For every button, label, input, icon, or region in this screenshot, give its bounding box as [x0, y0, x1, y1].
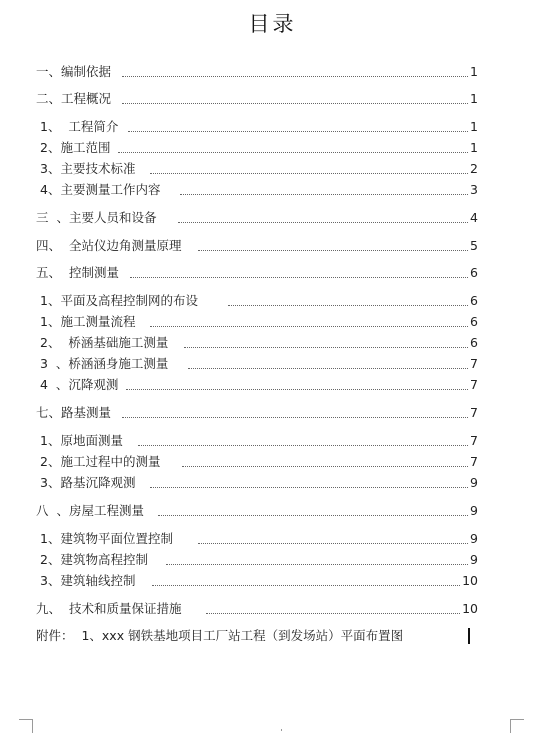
toc-dot-leader: [150, 326, 468, 327]
toc-page-number: 1: [470, 140, 478, 155]
toc-page-number: 7: [470, 433, 478, 448]
toc-entry[interactable]: [0, 62, 545, 82]
toc-entry[interactable]: [0, 452, 545, 472]
toc-entry-label: 五、 控制测量: [36, 263, 120, 283]
toc-dot-leader: [198, 543, 468, 544]
toc-entry-label: 1、原地面测量: [40, 431, 124, 451]
toc-entry-label: 3、主要技术标准: [40, 159, 136, 179]
toc-dot-leader: [130, 277, 468, 278]
page-corner-mark-right-vertical: [510, 719, 511, 733]
toc-page-number: 9: [470, 531, 478, 546]
toc-page-number: 9: [470, 475, 478, 490]
toc-entry-label: 1、建筑物平面位置控制: [40, 529, 174, 549]
toc-dot-leader: [122, 417, 468, 418]
toc-page-number: 7: [470, 377, 478, 392]
toc-entry[interactable]: [0, 354, 545, 374]
toc-entry[interactable]: [0, 263, 545, 283]
toc-entry-label: 1、 工程简介: [40, 117, 119, 137]
toc-entry-label: 2、 桥涵基础施工测量: [40, 333, 169, 353]
toc-page-number: 10: [462, 573, 478, 588]
toc-dot-leader: [118, 152, 468, 153]
toc-page-number: 7: [470, 405, 478, 420]
toc-entry[interactable]: [0, 236, 545, 256]
toc-entry-label: 七、路基测量: [36, 403, 112, 423]
toc-page-number: 9: [470, 552, 478, 567]
text-cursor: [468, 628, 470, 644]
toc-dot-leader: [126, 389, 468, 390]
toc-entry-label: 四、 全站仪边角测量原理: [36, 236, 182, 256]
toc-page-number: 7: [470, 454, 478, 469]
toc-page-number: 10: [462, 601, 478, 616]
toc-entry-label: 二、工程概况: [36, 89, 112, 109]
toc-page-number: 6: [470, 335, 478, 350]
toc-page-number: 4: [470, 210, 478, 225]
toc-page-number: 1: [470, 91, 478, 106]
page-corner-mark-right: [510, 719, 524, 734]
toc-page-number: 6: [470, 265, 478, 280]
toc-entry-label: 1、施工测量流程: [40, 312, 136, 332]
toc-page-number: 3: [470, 182, 478, 197]
toc-entry[interactable]: [0, 529, 545, 549]
toc-entry-label: 八 、房屋工程测量: [36, 501, 145, 521]
toc-entry-label: 4 、沉降观测: [40, 375, 119, 395]
toc-entry[interactable]: [0, 180, 545, 200]
page-center-tick: [281, 729, 282, 731]
toc-dot-leader: [158, 515, 468, 516]
toc-entry-label: 一、编制依据: [36, 62, 112, 82]
toc-entry-label: 1、平面及高程控制网的布设: [40, 291, 199, 311]
page-corner-mark-left: [19, 719, 33, 734]
toc-dot-leader: [122, 103, 468, 104]
toc-page-number: 1: [470, 64, 478, 79]
toc-dot-leader: [150, 173, 468, 174]
toc-entry-label: 2、施工过程中的测量: [40, 452, 161, 472]
toc-entry[interactable]: [0, 117, 545, 137]
toc-entry-label: 3、建筑轴线控制: [40, 571, 136, 591]
toc-page-number: 6: [470, 293, 478, 308]
toc-entry[interactable]: [0, 550, 545, 570]
toc-entry-label: 3 、桥涵涵身施工测量: [40, 354, 169, 374]
toc-entry-label: 3、路基沉降观测: [40, 473, 136, 493]
toc-entry[interactable]: [0, 208, 545, 228]
toc-page-number: 1: [470, 119, 478, 134]
toc-dot-leader: [152, 585, 460, 586]
toc-entry[interactable]: [0, 473, 545, 493]
toc-entry[interactable]: [0, 431, 545, 451]
toc-page-number: 7: [470, 356, 478, 371]
document-title: 目录: [248, 12, 297, 36]
toc-entry[interactable]: [0, 501, 545, 521]
toc-page-number: 9: [470, 503, 478, 518]
toc-entry-label: 九、 技术和质量保证措施: [36, 599, 182, 619]
toc-dot-leader: [138, 445, 468, 446]
toc-entry[interactable]: [0, 599, 545, 619]
toc-dot-leader: [128, 131, 468, 132]
page-corner-mark-left-vertical: [32, 719, 33, 733]
toc-dot-leader: [166, 564, 468, 565]
toc-entry[interactable]: [0, 159, 545, 179]
toc-dot-leader: [184, 347, 468, 348]
toc-page-number: 6: [470, 314, 478, 329]
toc-dot-leader: [180, 194, 468, 195]
toc-dot-leader: [182, 466, 468, 467]
toc-dot-leader: [206, 613, 460, 614]
toc-entry[interactable]: [0, 403, 545, 423]
toc-entry[interactable]: [0, 312, 545, 332]
toc-page-number: 5: [470, 238, 478, 253]
toc-dot-leader: [188, 368, 468, 369]
toc-entry-label: 三 、主要人员和设备: [36, 208, 157, 228]
toc-entry[interactable]: [0, 333, 545, 353]
toc-entry-label: 2、施工范围: [40, 138, 111, 158]
toc-dot-leader: [228, 305, 468, 306]
toc-dot-leader: [122, 76, 468, 77]
toc-entry[interactable]: [0, 89, 545, 109]
toc-entry[interactable]: [0, 138, 545, 158]
toc-dot-leader: [150, 487, 468, 488]
toc-page-number: 2: [470, 161, 478, 176]
toc-dot-leader: [178, 222, 468, 223]
toc-entry-label: 4、主要测量工作内容: [40, 180, 161, 200]
attachment-line: 附件： 1、xxx 钢铁基地项目工厂站工程（到发场站）平面布置图: [36, 628, 404, 643]
toc-entry-label: 2、建筑物高程控制: [40, 550, 149, 570]
toc-entry[interactable]: [0, 375, 545, 395]
toc-entry[interactable]: [0, 571, 545, 591]
toc-entry[interactable]: [0, 291, 545, 311]
toc-dot-leader: [198, 250, 468, 251]
